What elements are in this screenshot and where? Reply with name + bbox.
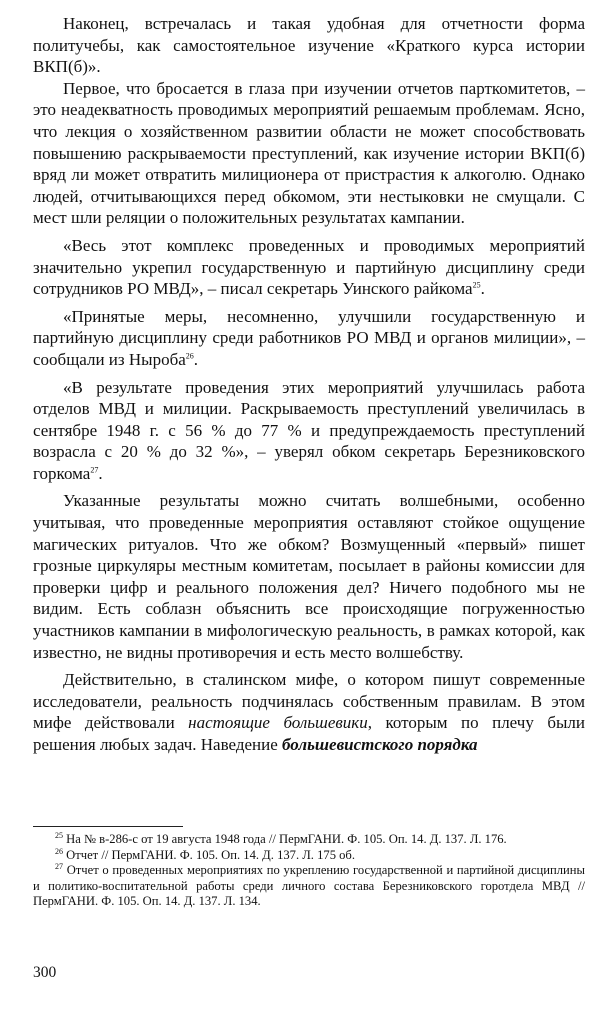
footnote-divider [33,826,183,827]
paragraph-7-middle: , которым по плечу были решения любых задач. Наведение [33,713,585,754]
bold-italic-phrase: большевистского порядка [282,735,478,754]
page-body [33,13,585,756]
footnote-text: Отчет // ПермГАНИ. Ф. 105. Оп. 14. Д. 137. Л. 175 об. [66,847,355,862]
quote-nyrob-text: «Принятые меры, несомненно, улучшили государственную и партийную дисциплину среди работников РО МВД и органов милиции», – сообщали из Ныроба [33,306,585,369]
paragraph-1: Наконец, встречалась и такая удобная для отчетности форма политучебы, как самостоятельное изучение «Краткого курса истории ВКП(б)». [33,14,585,77]
footnote-ref-25: 25 [472,280,481,290]
footnote-27 [33,863,585,910]
paragraph-5-quote [33,377,585,485]
paragraph-3-quote [33,235,585,300]
paragraph-6: Указанные результаты можно считать волшебными, особенно учитывая, что проведенные мероприятия оставляют стойкое ощущение магических ритуалов. Что же обком? Возмущенный «первый» пишет грозные циркуляры местным комитетам, посылает в районы комиссии для проверки цифр и реального положения дел? Ничего подобного мы не видим. Есть соблазн объяснить все происходящие погруженностью участников кампании в мифологическую реальность, в рамках которой, как известно, не видны противоречия и есть место волшебству. [33,491,585,662]
footnote-text: На № в-286-с от 19 августа 1948 года // ПермГАНИ. Ф. 105. Оп. 14. Д. 137. Л. 176. [66,832,507,846]
paragraph-7-start: Действительно, в сталинском мифе, о котором пишут современные исследователи, реальность подчинялась собственным правилам. В этом мифе действовали [33,670,585,733]
footnote-text: Отчет о проведенных мероприятиях по укреплению государственной и партийной дисциплины и политико-воспитательной работы среди личного состава Березниковского горотдела МВД // ПермГАНИ. Ф. 105. Оп. 14. Д. 137. Л. 134. [33,863,585,909]
footnote-number: 25 [55,830,63,840]
footnote-number: 26 [55,846,63,856]
quote-uinsky-text: «Весь этот комплекс проведенных и проводимых мероприятий значительно укрепил государственную и партийную дисциплину среди сотрудников РО МВД», – писал секретарь Уинского райкома [33,235,585,299]
paragraph-7 [33,669,585,755]
footnote-25 [33,832,585,848]
quote-berezniki-end: . [98,463,103,483]
page-number: 300 [33,964,57,981]
quote-berezniki-text: «В результате проведения этих мероприятий улучшилась работа отделов МВД и милиции. Раскрываемость преступлений увеличилась в сентябре 1948 г. с 56 % до 77 % и предупреждаемость преступлений возрасла с 20 % до 32 %», – уверял обком секретарь Березниковского горкома [33,377,585,483]
footnote-ref-26: 26 [185,351,194,361]
footnote-26 [33,848,585,864]
footnote-number: 27 [55,862,63,871]
footnote-ref-27: 27 [90,465,99,475]
quote-uinsky-end: . [480,279,485,299]
footnotes [33,832,585,910]
paragraph-4-quote [33,306,585,371]
quote-nyrob-end: . [193,349,199,369]
paragraph-2: Первое, что бросается в глаза при изучении отчетов парткомитетов, – это неадекватность проводимых мероприятий решаемым проблемам. Ясно, что лекция о хозяйственном развитии области не может способствовать повышению раскрываемости преступлений, как изучение истории ВКП(б) вряд ли может отвратить милиционера от пристрастия к алкоголю. Однако людей, отчитывающихся перед обкомом, эти нестыковки не смущали. С мест шли реляции о положительных результатах кампании. [33,78,585,228]
italic-phrase: настоящие большевики [188,713,368,733]
